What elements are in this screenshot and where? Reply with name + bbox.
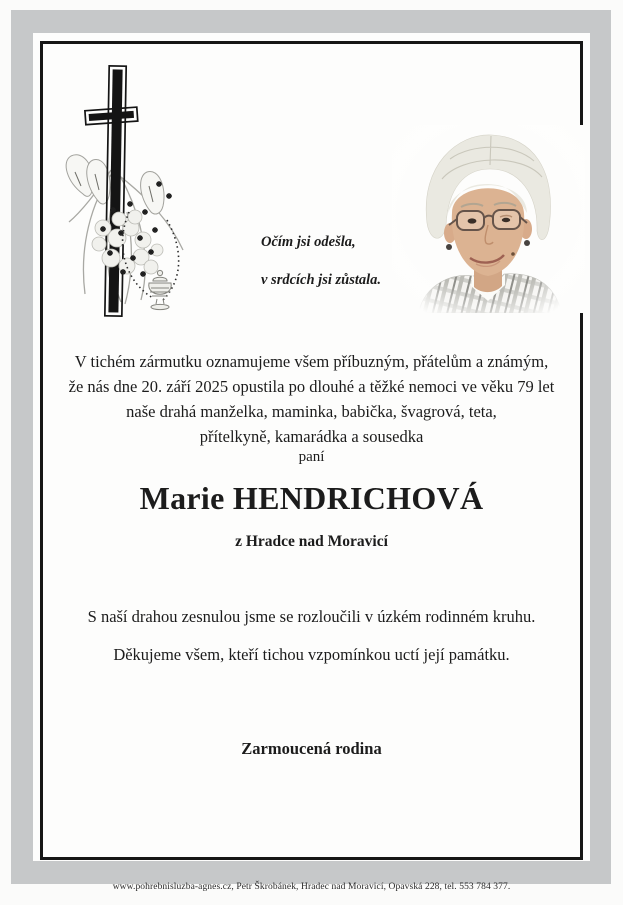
origin-line: z Hradce nad Moravicí bbox=[235, 533, 388, 550]
announcement-line: V tichém zármutku oznamujeme všem příbuzným, přátelům a známým, bbox=[74, 352, 549, 371]
memorial-quote bbox=[261, 234, 381, 289]
quote-line: Očím jsi odešla, bbox=[261, 234, 356, 250]
footer-contact-line: www.pohrebnisluzba-agnes.cz, Petr Škrobánek, Hradec nad Moravicí, Opavská 228, tel. 553 784 377. bbox=[112, 882, 511, 892]
announcement-line: přítelkyně, kamarádka a sousedka bbox=[199, 427, 424, 446]
cross-and-flowers-illustration bbox=[55, 62, 235, 322]
signature: Zarmoucená rodina bbox=[241, 739, 382, 758]
deceased-name: Marie HENDRICHOVÁ bbox=[139, 480, 484, 516]
honorific: paní bbox=[298, 449, 325, 465]
announcement-paragraph bbox=[42, 349, 581, 449]
announcement-line: naše drahá manželka, maminka, babička, švagrová, teta, bbox=[126, 402, 497, 421]
portrait-photo bbox=[392, 125, 585, 313]
farewell-line: Děkujeme všem, kteří tichou vzpomínkou uctí její památku. bbox=[113, 645, 510, 664]
announcement-line: že nás dne 20. září 2025 opustila po dlouhé a těžké nemoci ve věku 79 let bbox=[68, 377, 555, 396]
quote-line: v srdcích jsi zůstala. bbox=[261, 272, 382, 288]
farewell-line: S naší drahou zesnulou jsme se rozloučili v úzkém rodinném kruhu. bbox=[87, 607, 536, 626]
